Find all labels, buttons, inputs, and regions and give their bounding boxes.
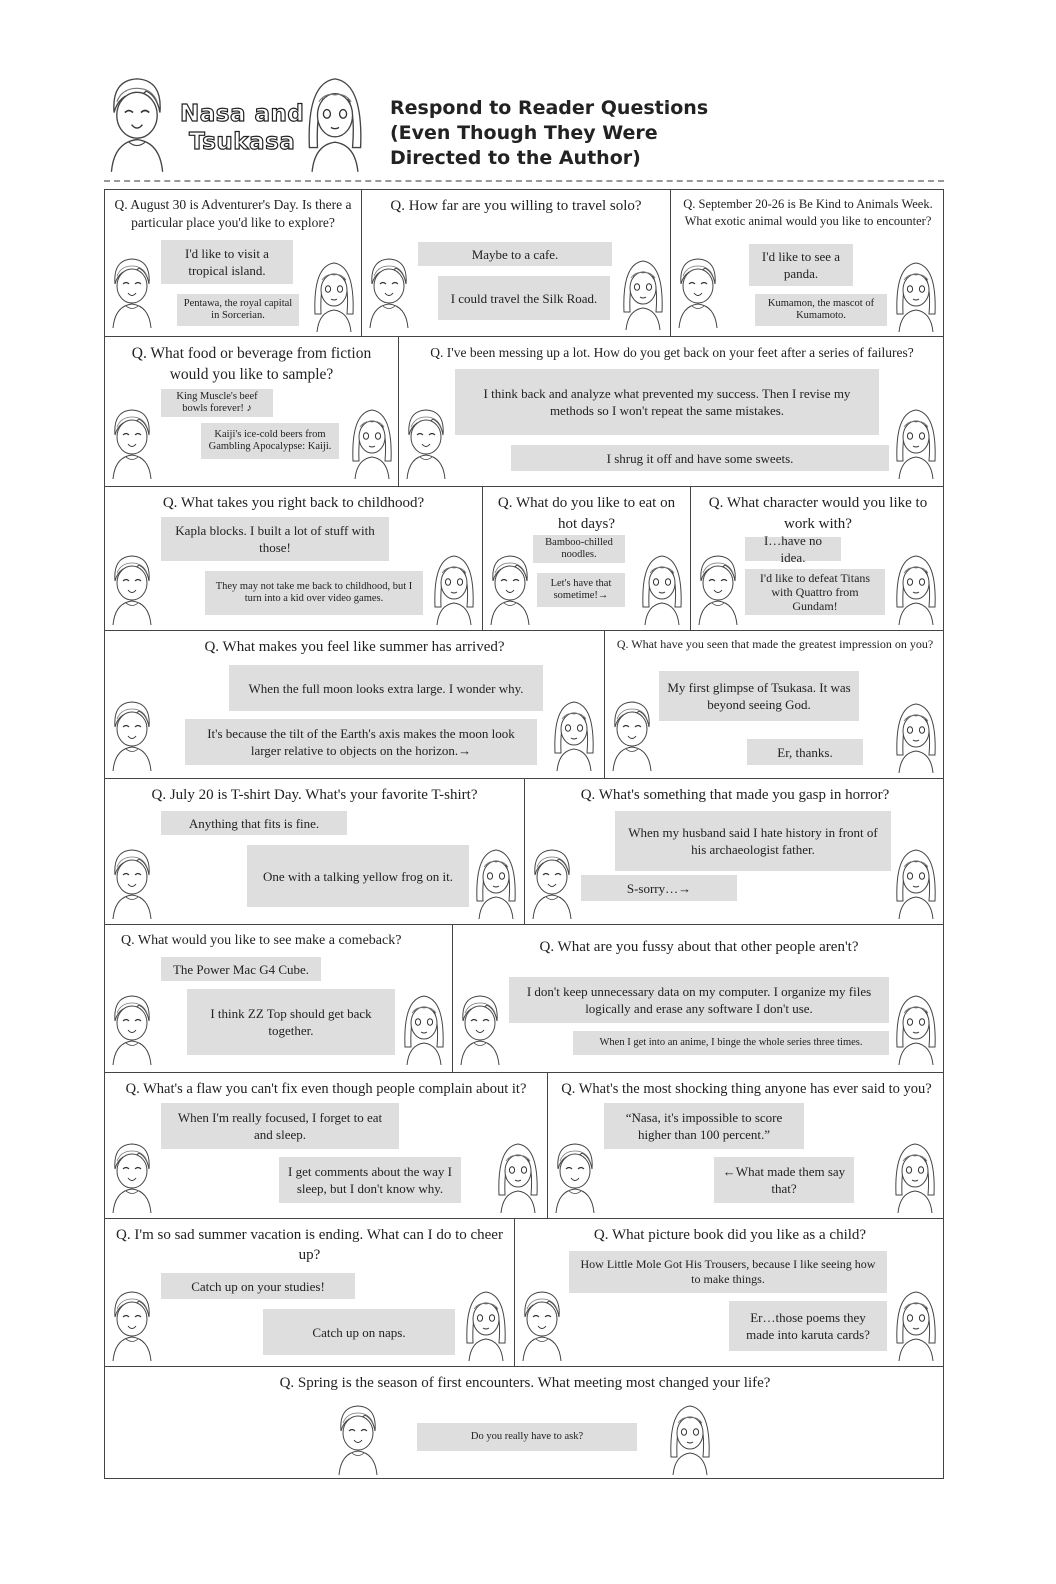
logo — [180, 100, 304, 156]
qa-cell — [515, 1219, 945, 1366]
nasa-figure — [109, 405, 155, 479]
nasa-figure — [109, 1287, 155, 1361]
tsukasa-bubble: When I get into an anime, I binge the whole series three times. — [573, 1031, 889, 1055]
qa-cell — [483, 487, 691, 630]
nasa-figure — [695, 551, 741, 625]
title-line-3: Directed to the Author) — [390, 147, 641, 169]
question: Q. Spring is the season of first encounters. What meeting most changed your life? — [279, 1375, 771, 1391]
nasa-figure — [529, 845, 575, 919]
qa-cell — [105, 337, 399, 486]
nasa-figure — [675, 254, 721, 328]
qa-row — [105, 1367, 943, 1480]
nasa-figure — [366, 254, 412, 328]
tsukasa-figure — [463, 1287, 509, 1361]
nasa-bubble: I think back and analyze what prevented my success. Then I revise my methods so I won't repeat the same mistakes. — [455, 369, 879, 435]
qa-cell — [105, 631, 605, 778]
qa-cell — [399, 337, 945, 486]
tsukasa-figure — [431, 551, 477, 625]
tsukasa-bubble: I get comments about the way I sleep, but I don't know why. — [279, 1157, 461, 1203]
nasa-bubble: Kapla blocks. I built a lot of stuff with those! — [161, 517, 389, 561]
question: Q. I'm so sad summer vacation is ending. What can I do to cheer up? — [116, 1227, 503, 1263]
tsukasa-figure — [893, 405, 939, 479]
tsukasa-figure — [893, 845, 939, 919]
nasa-figure — [109, 697, 155, 771]
question: Q. What takes you right back to childhood? — [162, 495, 425, 511]
nasa-bubble: Catch up on your studies! — [161, 1273, 355, 1299]
nasa-bubble: When my husband said I hate history in front of his archaeologist father. — [615, 811, 891, 871]
tsukasa-bubble: One with a talking yellow frog on it. — [247, 845, 469, 907]
question: Q. What makes you feel like summer has arrived? — [204, 639, 505, 655]
tsukasa-bubble: They may not take me back to childhood, but I turn into a kid over video games. — [205, 571, 423, 615]
question: Q. What's something that made you gasp in horror? — [580, 787, 890, 803]
tsukasa-portrait — [304, 72, 366, 172]
tsukasa-bubble: Catch up on naps. — [263, 1309, 455, 1355]
nasa-figure — [609, 697, 655, 771]
question: Q. What character would you like to work with? — [708, 495, 928, 532]
tsukasa-bubble: ←What made them say that? — [714, 1157, 854, 1203]
qa-cell — [105, 190, 362, 336]
nasa-figure — [552, 1139, 598, 1213]
nasa-bubble: How Little Mole Got His Trousers, because I like seeing how to make things. — [569, 1251, 887, 1293]
question: Q. What are you fussy about that other people aren't? — [539, 939, 859, 955]
nasa-bubble: I don't keep unnecessary data on my computer. I organize my files logically and erase any software I don't use. — [509, 977, 889, 1023]
logo-line-2: Tsukasa — [189, 129, 296, 155]
tsukasa-figure — [311, 258, 357, 332]
tsukasa-figure — [639, 551, 685, 625]
tsukasa-bubble: I think ZZ Top should get back together. — [187, 989, 395, 1055]
tsukasa-figure — [893, 991, 939, 1065]
qa-row — [105, 925, 943, 1073]
logo-line-1: Nasa and — [180, 101, 305, 127]
tsukasa-bubble: Kumamon, the mascot of Kumamoto. — [755, 294, 887, 326]
tsukasa-figure — [620, 256, 666, 330]
question: Q. September 20-26 is Be Kind to Animals Week. What exotic animal would you like to encounter? — [683, 197, 933, 228]
question: Q. What picture book did you like as a child? — [593, 1227, 867, 1243]
nasa-figure — [487, 551, 533, 625]
qa-cell — [105, 1073, 548, 1218]
qa-cell — [105, 779, 525, 924]
tsukasa-figure — [893, 699, 939, 773]
qa-row — [105, 779, 943, 925]
nasa-figure — [109, 1139, 155, 1213]
qa-row — [105, 337, 943, 487]
qa-cell — [691, 487, 945, 630]
tsukasa-bubble: I'd like to defeat Titans with Quattro from Gundam! — [745, 569, 885, 615]
title-line-2: (Even Though They Were — [390, 122, 658, 144]
qa-row — [105, 487, 943, 631]
question: Q. What would you like to see make a comeback? — [121, 933, 402, 948]
tsukasa-figure — [667, 1401, 713, 1475]
question: Q. What have you seen that made the greatest impression on you? — [616, 637, 934, 651]
qa-row — [105, 1219, 943, 1367]
tsukasa-bubble: Let's have that sometime!→ — [537, 573, 625, 607]
tsukasa-figure — [892, 1139, 938, 1213]
nasa-figure — [457, 991, 503, 1065]
nasa-bubble: The Power Mac G4 Cube. — [161, 957, 321, 981]
qa-cell — [362, 190, 671, 336]
qa-row — [105, 1073, 943, 1219]
question: Q. What do you like to eat on hot days? — [497, 495, 676, 532]
tsukasa-bubble: I shrug it off and have some sweets. — [511, 445, 889, 471]
qa-cell — [105, 487, 483, 630]
nasa-bubble: I'd like to visit a tropical island. — [161, 240, 293, 284]
tsukasa-bubble: S-sorry…→ — [581, 875, 737, 901]
nasa-bubble: Bamboo-chilled noodles. — [533, 535, 625, 563]
qa-row — [105, 631, 943, 779]
nasa-figure — [519, 1287, 565, 1361]
tsukasa-figure — [551, 697, 597, 771]
nasa-portrait — [106, 72, 168, 172]
title-line-1: Respond to Reader Questions — [390, 97, 709, 119]
qa-cell — [671, 190, 945, 336]
qa-cell — [105, 1219, 515, 1366]
question: Q. July 20 is T-shirt Day. What's your favorite T-shirt? — [151, 787, 478, 803]
nasa-figure — [403, 405, 449, 479]
nasa-bubble: My first glimpse of Tsukasa. It was beyond seeing God. — [659, 671, 859, 721]
tsukasa-bubble: Er, thanks. — [747, 739, 863, 765]
page-title — [390, 96, 708, 171]
nasa-figure — [109, 254, 155, 328]
qa-row — [105, 190, 943, 337]
nasa-bubble: Anything that fits is fine. — [161, 811, 347, 835]
question: Q. August 30 is Adventurer's Day. Is there a particular place you'd like to explore? — [114, 197, 352, 230]
tsukasa-figure — [495, 1139, 541, 1213]
nasa-figure — [335, 1401, 381, 1475]
nasa-bubble: When I'm really focused, I forget to eat and sleep. — [161, 1103, 399, 1149]
qa-cell — [548, 1073, 945, 1218]
tsukasa-figure — [893, 1287, 939, 1361]
page-header — [104, 72, 944, 182]
question: Q. What's a flaw you can't fix even though people complain about it? — [125, 1081, 527, 1097]
qa-cell — [105, 925, 453, 1072]
tsukasa-figure — [473, 845, 519, 919]
nasa-figure — [109, 551, 155, 625]
tsukasa-figure — [401, 991, 447, 1065]
nasa-figure — [109, 845, 155, 919]
question: Q. I've been messing up a lot. How do you get back on your feet after a series of failures? — [430, 345, 914, 360]
qa-grid — [104, 189, 944, 1479]
tsukasa-bubble: Er…those poems they made into karuta cards? — [729, 1301, 887, 1351]
header-divider — [104, 180, 944, 182]
nasa-bubble: “Nasa, it's impossible to score higher than 100 percent.” — [604, 1103, 804, 1149]
tsukasa-bubble: Kaiji's ice-cold beers from Gambling Apocalypse: Kaiji. — [201, 423, 339, 459]
qa-cell — [605, 631, 945, 778]
nasa-bubble: When the full moon looks extra large. I wonder why. — [229, 665, 543, 711]
qa-cell — [453, 925, 945, 1072]
tsukasa-bubble: It's because the tilt of the Earth's axis makes the moon look larger relative to objects on the horizon.→ — [185, 719, 537, 765]
nasa-bubble: I…have no idea. — [745, 537, 841, 561]
nasa-figure — [109, 991, 155, 1065]
tsukasa-bubble: Pentawa, the royal capital in Sorcerian. — [177, 294, 299, 326]
nasa-bubble: I'd like to see a panda. — [749, 244, 853, 286]
tsukasa-bubble: Do you really have to ask? — [417, 1423, 637, 1451]
tsukasa-figure — [893, 551, 939, 625]
qa-cell — [525, 779, 945, 924]
tsukasa-bubble: I could travel the Silk Road. — [438, 276, 610, 320]
question: Q. How far are you willing to travel solo? — [390, 198, 642, 214]
question: Q. What food or beverage from fiction would you like to sample? — [131, 345, 372, 383]
tsukasa-figure — [349, 405, 395, 479]
qa-cell — [105, 1367, 945, 1480]
nasa-bubble: Maybe to a cafe. — [418, 242, 612, 266]
tsukasa-figure — [893, 258, 939, 332]
question: Q. What's the most shocking thing anyone has ever said to you? — [561, 1081, 932, 1097]
nasa-bubble: King Muscle's beef bowls forever! ♪ — [161, 389, 273, 417]
